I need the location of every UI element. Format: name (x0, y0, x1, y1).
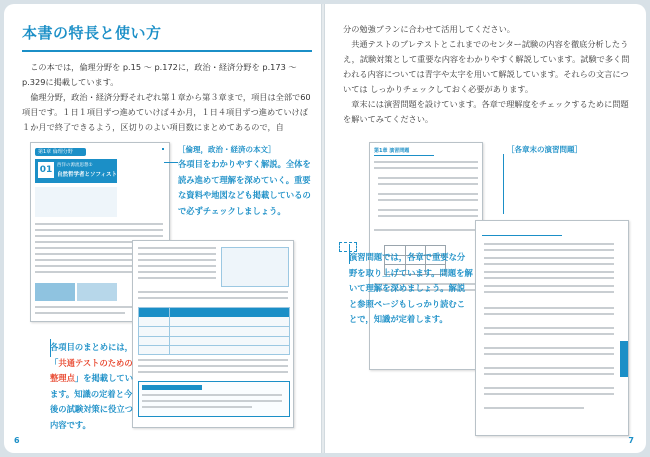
right-page (325, 4, 646, 453)
side-note-box (221, 247, 289, 287)
section-tag: 第1章 (38, 149, 52, 155)
exercise-answer-thumbnail (475, 220, 629, 436)
callout-label-main-text: ［倫理，政治・経済の本文］ (178, 145, 276, 154)
table-figure (138, 307, 290, 355)
right-body-text (343, 22, 633, 127)
callout-label-exercise: ［各章末の演習問題］ (507, 145, 582, 154)
intro-text (22, 60, 312, 135)
right-paragraph-1: 分の勉強プランに合わせて活用してください。 (343, 24, 515, 34)
unit-title-line2: 自然哲学者とソフィスト (57, 172, 118, 178)
page-number: 7 (628, 436, 634, 445)
unit-title-line1: 西洋の源流思想① (57, 163, 93, 168)
intro-paragraph-2: 倫理分野，政治・経済分野それぞれ第１章から第３章まで，項目は全部で60項目です。１日１項目ずつ進めていけば４か月，１日４項目ずつ進めていけば１か月で終了できるよう，区切りのよい項目数にまとめてあるので，自 (22, 92, 311, 132)
page-number: 6 (14, 436, 20, 445)
right-paragraph-3: 章末には演習問題を設けています。各章で理解度をチェックするために問題を解いてみてください。 (343, 99, 629, 124)
title-underline (22, 50, 312, 52)
callout-summary: 各項目のまとめには，「共通テストのための整理点」を掲載しています。知識の定着と今後の試験対策に役立つ内容です。 (50, 342, 133, 430)
callout-exercise: 演習問題では，各章で重要な分野を取り上げています。問題を解いて理解を深めましょう。解説と参照ページもしっかり読むことで，知識が定着します。 (349, 252, 473, 324)
page-title: 本書の特長と使い方 (22, 24, 162, 42)
intro-paragraph-1: この本では，倫理分野を p.15 ～ p.172に，政治・経済分野を p.173 ～ p.329に掲載しています。 (22, 62, 297, 87)
photo-figure (77, 283, 117, 301)
map-figure (35, 283, 75, 301)
section-tab (35, 148, 86, 156)
exercise-header: 第1章 演習問題 (374, 147, 434, 156)
summary-box (35, 187, 117, 217)
right-paragraph-2: 共通テストのプレテストとこれまでのセンター試験の内容を徹底分析したうえ，試験対策として重要な内容をわかりやすく解説しています。試験で多く問われる内容については青字や太字を用いて解説しています。それらの文言については しっかりチェックしておく必要があります。 (343, 39, 630, 94)
section-name: 倫理分野 (52, 149, 73, 155)
textbook-page-thumbnail-2 (132, 240, 294, 428)
left-page (4, 4, 321, 453)
unit-number: 01 (38, 162, 54, 178)
chapter-tab (620, 341, 628, 377)
unit-header (35, 159, 117, 183)
callout-main-text: 各項目をわかりやすく解説。全体を読み進めて理解を深めていく。重要な資料や地図なども掲載しているので必ずチェックしましょう。 (178, 159, 311, 216)
key-points-box (138, 381, 290, 417)
highlight-term: 共通テストのための整理点 (50, 357, 133, 383)
